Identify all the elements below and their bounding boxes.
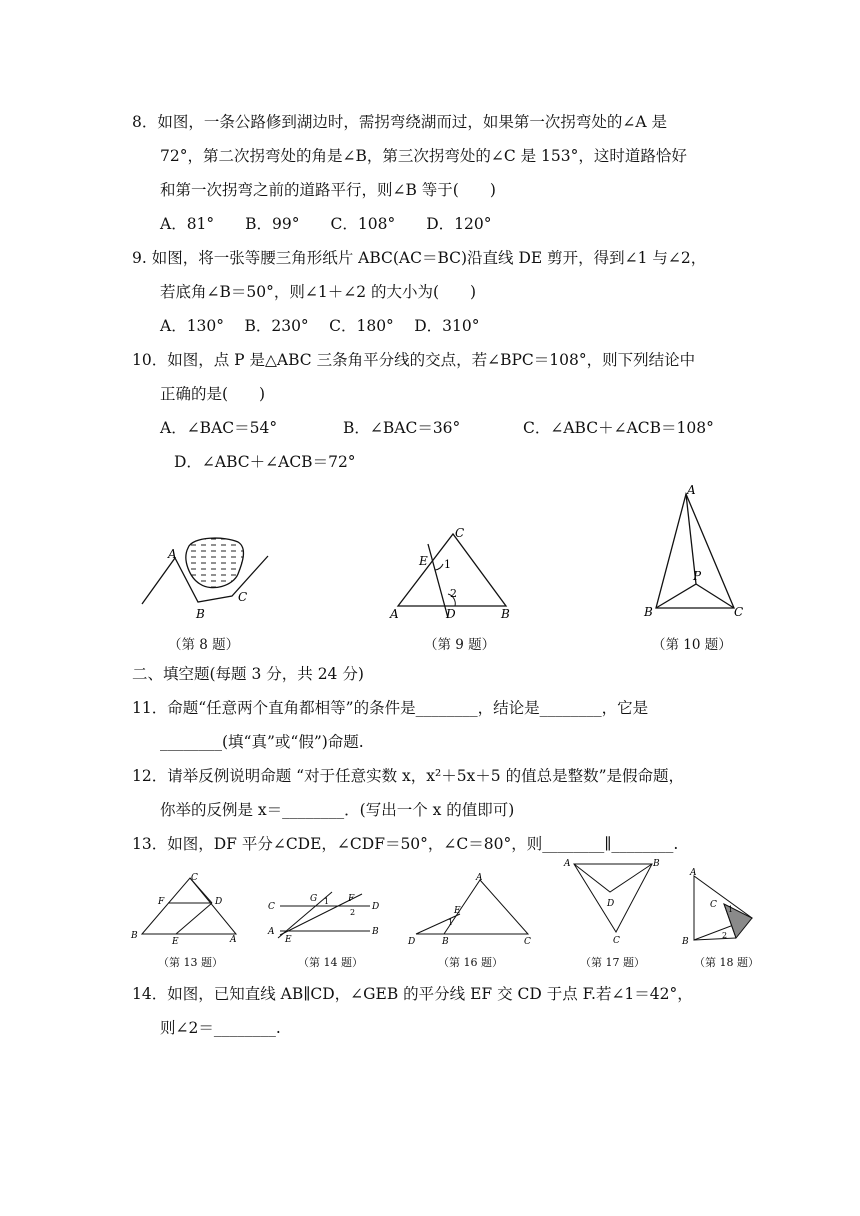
fig14-label-a: A <box>268 927 275 937</box>
fig9-label-1: 1 <box>444 558 451 571</box>
fig14-label-b: B <box>372 927 379 937</box>
fig9-label-c: C <box>455 526 465 540</box>
fig14-label-f: F <box>348 894 355 904</box>
fig10-label-b: B <box>644 605 653 619</box>
q13-line1: 13．如图，DF 平分∠CDE，∠CDF＝50°，∠C＝80°，则________∥________. <box>132 835 679 853</box>
fig8-caption: （第 8 题） <box>168 637 240 653</box>
fig9-label-a: A <box>390 607 399 621</box>
fig17-caption: （第 17 题） <box>580 956 645 969</box>
q9-line2: 若底角∠B＝50°，则∠1＋∠2 的大小为( ) <box>160 283 477 301</box>
fig9-label-b: B <box>501 607 510 621</box>
fig13-label-e: E <box>172 937 179 945</box>
fig18-label-a: A <box>690 868 697 878</box>
fig13-caption: （第 13 题） <box>158 956 223 969</box>
figure-13 <box>128 870 243 945</box>
fig13-label-d: D <box>215 897 223 907</box>
fig17-label-d: D <box>607 899 615 909</box>
fig9-label-d: D <box>446 607 456 621</box>
q9-options: A．130° B．230° C．180° D．310° <box>160 317 480 335</box>
q8-options: A．81° B．99° C．108° D．120° <box>160 215 492 233</box>
fig13-label-f: F <box>158 897 165 907</box>
fig16-label-a: A <box>476 873 483 883</box>
q8-line3: 和第一次拐弯之前的道路平行，则∠B 等于( ) <box>160 181 496 199</box>
fig14-label-c: C <box>268 902 275 912</box>
q10-option-d: D．∠ABC＋∠ACB＝72° <box>174 453 356 471</box>
fig14-label-e: E <box>285 935 292 944</box>
q9-line1: 9. 如图，将一张等腰三角形纸片 ABC(AC＝BC)沿直线 DE 剪开，得到∠1 与∠2， <box>132 249 707 267</box>
fig13-label-a: A <box>230 935 237 945</box>
fig8-label-a: A <box>168 547 177 561</box>
fig16-label-b: B <box>442 937 449 947</box>
fig10-label-p: P <box>693 569 702 583</box>
fig8-label-b: B <box>196 607 205 621</box>
q12-line2: 你举的反例是 x＝________．(写出一个 x 的值即可) <box>160 801 515 819</box>
fig14-label-2: 2 <box>350 908 356 917</box>
q8-line1: 8．如图，一条公路修到湖边时，需拐弯绕湖而过，如果第一次拐弯处的∠A 是 <box>132 113 667 131</box>
figure-14 <box>266 884 386 944</box>
fig16-label-d: D <box>408 937 416 947</box>
fig18-label-2: 2 <box>722 931 728 940</box>
fig17-label-b: B <box>653 859 660 869</box>
fig9-caption: （第 9 题） <box>424 637 496 653</box>
q14-line1: 14．如图，已知直线 AB∥CD，∠GEB 的平分线 EF 交 CD 于点 F.若∠1＝42°， <box>132 985 693 1003</box>
figure-17 <box>560 856 665 946</box>
fig16-caption: （第 16 题） <box>438 956 503 969</box>
fig14-label-1: 1 <box>324 897 330 906</box>
figure-18 <box>676 866 756 948</box>
fig10-label-c: C <box>734 605 744 619</box>
fig13-label-c: C <box>191 873 198 883</box>
fig14-label-g: G <box>310 894 318 904</box>
fig14-caption: （第 14 题） <box>298 956 363 969</box>
fig9-label-2: 2 <box>450 587 457 600</box>
q8-line2: 72°，第二次拐弯处的角是∠B，第三次拐弯处的∠C 是 153°，这时道路恰好 <box>160 147 687 165</box>
fig16-label-c: C <box>524 937 531 947</box>
fig14-label-d: D <box>372 902 380 912</box>
fig16-label-1: 1 <box>448 918 454 927</box>
section-2-heading: 二、填空题(每题 3 分，共 24 分) <box>132 665 364 683</box>
fig8-label-c: C <box>238 590 248 604</box>
q10-line1: 10．如图，点 P 是△ABC 三条角平分线的交点，若∠BPC＝108°，则下列结论中 <box>132 351 696 369</box>
figure-8 <box>130 530 280 625</box>
fig16-label-e: E <box>454 906 461 916</box>
q10-option-b: B．∠BAC＝36° <box>343 419 461 437</box>
figure-9 <box>388 522 523 622</box>
fig18-label-b: B <box>682 937 689 947</box>
figure-10 <box>638 480 753 620</box>
fig18-label-c: C <box>710 900 717 910</box>
fig18-caption: （第 18 题） <box>694 956 759 969</box>
q10-option-a: A．∠BAC＝54° <box>160 419 278 437</box>
q11-line1: 11．命题“任意两个直角都相等”的条件是________，结论是________，它是 <box>132 699 649 717</box>
fig17-label-c: C <box>613 936 620 946</box>
fig10-caption: （第 10 题） <box>652 637 732 653</box>
q11-line2: ________(填“真”或“假”)命题. <box>160 733 364 751</box>
q12-line1: 12．请举反例说明命题 “对于任意实数 x，x²＋5x＋5 的值总是整数”是假命题， <box>132 767 685 785</box>
fig9-label-e: E <box>419 554 428 568</box>
fig18-label-1: 1 <box>728 905 734 914</box>
figure-16 <box>404 870 539 948</box>
q10-line2: 正确的是( ) <box>160 385 266 403</box>
fig17-label-a: A <box>564 859 571 869</box>
q10-option-c: C．∠ABC＋∠ACB＝108° <box>523 419 714 437</box>
q14-line2: 则∠2＝________. <box>160 1019 281 1037</box>
fig13-label-b: B <box>131 931 138 941</box>
fig10-label-a: A <box>687 483 696 497</box>
